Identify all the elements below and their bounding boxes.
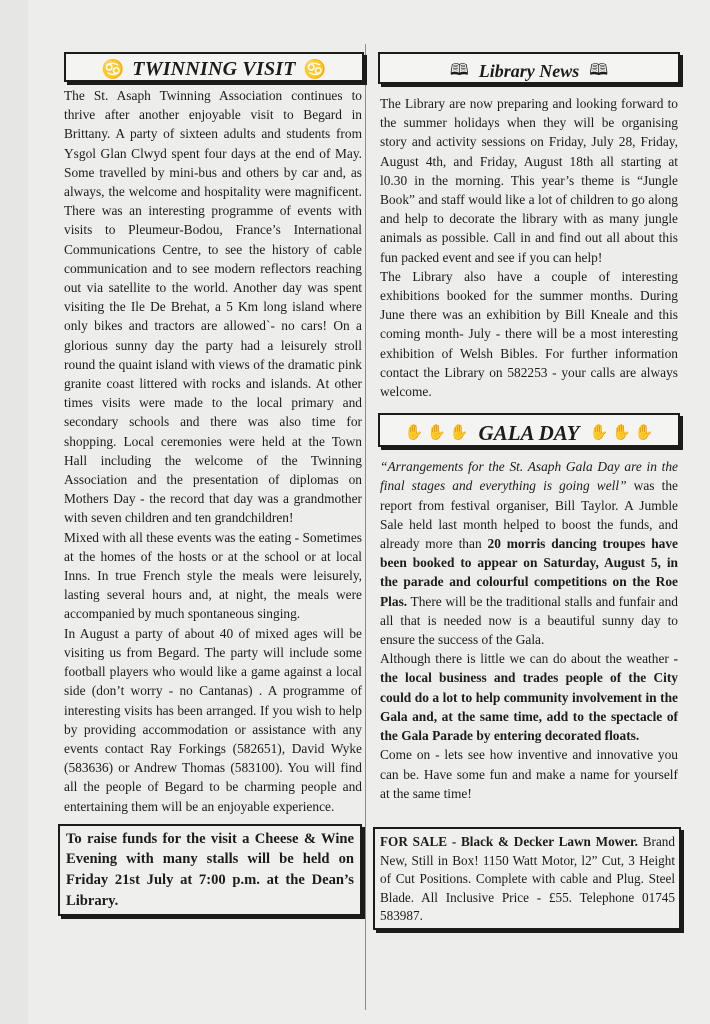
article-paragraph (380, 457, 678, 649)
twinning-visit-heading (64, 52, 364, 82)
hand-icon: ✋ (612, 424, 631, 441)
festival-quote: “Arrangements for the St. Asaph Gala Day are in the final stages and everything is going well” (380, 459, 678, 494)
text-run: Although there is little we can do about the weather (380, 651, 674, 667)
library-news-article (380, 94, 678, 401)
text-run: was the report from festival organiser, Bill Taylor. A Jumble Sale held last month helped to boost the funds, and already more than (380, 478, 678, 552)
article-paragraph: Mixed with all these events was the eating - Sometimes at the homes of the hosts or at the school or at local Inns. In true French style the meals were leisurely, lasting several hours and, at night, the meals were accompanied by much spontaneous singing. (64, 529, 362, 622)
gala-day-article (380, 457, 678, 803)
floats-appeal-highlight: - the local business and trades people of the City could do a lot to help community involvement in the Gala and, at the same time, add to the spectacle of the Gala Parade by entering decorated floats. (380, 651, 678, 744)
for-sale-text: Brand New, Still in Box! 1150 Watt Motor, l2” Cut, 3 Height of Cut Positions. Complete with cable and Plug. Steel Blade. All Inclusive Price - £55. Telephone 01745 583987. (380, 833, 675, 924)
hand-icon: ✋ (449, 424, 469, 441)
article-paragraph: The Library are now preparing and looking forward to the summer holidays when they will be organising story and activity sessions on Friday, July 28, Friday, August 4th, and Friday, August 18th all starting at l0.30 in the morning. This year’s theme is “Jungle Book” and staff would like a lot of children to go along and help to decorate the library with as many jungle animals as possible. Call in and find out all about this fun packed event and see if you can help! (380, 96, 678, 265)
cancer-zodiac-icon: ♋ (101, 59, 125, 80)
morris-dancing-highlight: 20 morris dancing troupes have been booked to appear on Saturday, August 5, in the parade and colourful competitions on the Roe Plas. (380, 536, 678, 609)
article-paragraph: The Library also have a couple of interesting exhibitions booked for the summer months. During June there was an exhibition by Bill Kneale and this coming month- July - there will be a most interesting exhibition of Welsh Bibles. For further information contact the Library on 582253 - your calls are always welcome. (380, 268, 678, 400)
twinning-visit-title: TWINNING VISIT (132, 58, 296, 81)
gala-day-heading (378, 413, 680, 447)
text-run: There will be the traditional stalls and funfair and all that is needed now is a beautiful sunny day to ensure the success of the Gala. (380, 593, 678, 648)
article-paragraph (380, 649, 678, 745)
twinning-visit-article (64, 86, 362, 816)
hand-icon: ✋ (404, 424, 424, 441)
hand-icon: ✋ (589, 424, 609, 441)
library-news-heading (378, 52, 680, 84)
right-column (368, 48, 686, 930)
book-icon: 🕮 (449, 61, 469, 79)
for-sale-ad-box (373, 827, 681, 930)
cancer-zodiac-icon: ♋ (303, 59, 327, 80)
for-sale-heading: FOR SALE - Black & Decker Lawn Mower. (380, 833, 638, 849)
article-paragraph: In August a party of about 40 of mixed ages will be visiting us from Begard. The party will include some football players who would like a game against a local side (don’t worry - no Cantanas) . A programme of interesting visits has been arranged. If you wish to help by providing accommodation or assistance with any events contact Ray Forkings (582651), David Wyke (583636) or Andrew Thomas (583100). You will find all the people of Begard to be charming people and entertaining them will be an enjoyable experience. (64, 625, 362, 814)
left-column (50, 48, 366, 916)
gala-day-title: GALA DAY (478, 420, 580, 445)
hand-icon: ✋ (634, 424, 654, 441)
article-paragraph: The St. Asaph Twinning Association continues to thrive after another enjoyable visit to Begard in Brittany. A party of sixteen adults and students from Ysgol Glan Clwyd spent four days at the end of May. Some travelled by mini-bus and others by car and, as always, the welcome and hospitality were magnificent. There was an interesting programme of events with visits to Pleumeur-Bodou, France’s International Communications Centre, to see the history of cable communication and to see modern reflectors reaching out via satellite to the world. Another day was spent visiting the Ile De Brehat, a 5 Km long island where only bikes and tractors are allowed`- no cars! On a glorious sunny day the party had a leisurely stroll round the quaint island with views of the dramatic pink granite coast littered with rocks and islands. At other times visits were made to the local primary and secondary schools and there was also time for shopping. Local ceremonies were held at the Town Hall including the welcome of the Twinning Association and the presentation of diplomas on Mothers Day - the record that day was a grandmother with seven children and ten grandchildren! (64, 88, 362, 526)
book-icon: 🕮 (589, 61, 609, 79)
hand-icon: ✋ (427, 424, 446, 441)
cheese-wine-notice-box: To raise funds for the visit a Cheese & Wine Evening with many stalls will be held on Friday 21st July at 7:00 p.m. at the Dean’s Library. (58, 824, 362, 916)
library-news-title: Library News (478, 60, 580, 81)
article-paragraph: Come on - lets see how inventive and innovative you can be. Have some fun and make a name for yourself at the same time! (380, 747, 678, 801)
